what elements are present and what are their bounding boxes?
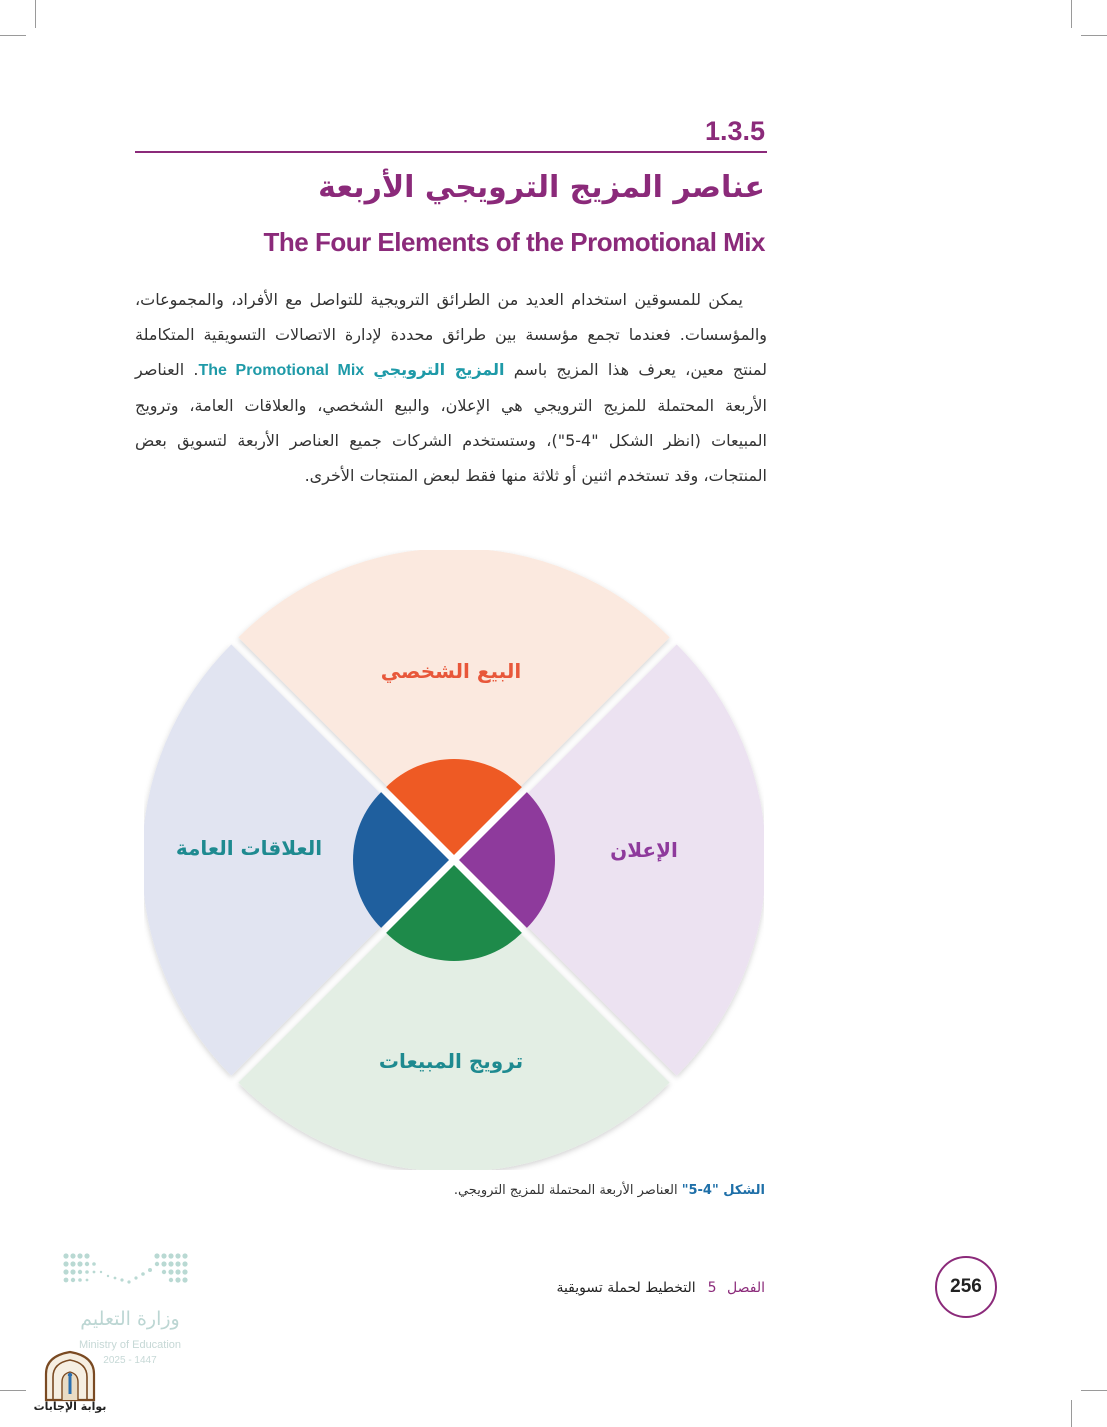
section-divider: [135, 151, 767, 153]
ministry-year: 2025 - 1447: [103, 1355, 157, 1366]
crop-mark-bottom-right-v: [1071, 1400, 1072, 1427]
body-paragraph: [135, 282, 767, 493]
crop-mark-top-left-v: [35, 0, 36, 28]
section-number: 1.3.5: [704, 116, 765, 146]
footer-chapter: [556, 1280, 765, 1296]
label-personal-selling: البيع الشخصي: [380, 659, 522, 683]
ministry-dots-logo-icon: [60, 1248, 205, 1308]
section-title-arabic: عناصر المزيج الترويجي الأربعة: [318, 170, 765, 205]
crop-mark-bottom-left-h: [0, 1390, 26, 1391]
crop-mark-bottom-right-h: [1081, 1390, 1107, 1391]
chapter-title: التخطيط لحملة تسويقية: [556, 1280, 696, 1296]
crop-mark-top-right-h: [1081, 35, 1107, 36]
paragraph-text-part1: يمكن للمسوقين استخدام العديد من الطرائق الترويجية للتواصل مع الأفراد، والمجموعات، والمؤسسات. فعندما تجمع مؤسسة بين طرائق محددة لإدارة الاتصالات التسويقية المتكاملة لمنتج معين، يعرف هذا المزيج باسم: [135, 290, 768, 379]
watermark-dome-icon: [32, 1350, 108, 1402]
ministry-name-arabic: وزارة التعليم: [80, 1308, 180, 1330]
chapter-number: 5: [707, 1280, 717, 1296]
figure-caption-text: العناصر الأربعة المحتملة للمزيج الترويجي.: [453, 1183, 682, 1198]
paragraph-text-part2: . العناصر الأربعة المحتملة للمزيج الترويجي هي الإعلان، والبيع الشخصي، والعلاقات العامة، وترويج المبيعات (انظر الشكل "4-5")، وستستخدم الشركات جميع العناصر الأربعة لتسويق بعض المنتجات، وقد تستخدم اثنين أو ثلاثة منها فقط لبعض المنتجات الأخرى.: [135, 360, 768, 485]
chapter-label: الفصل: [727, 1280, 765, 1296]
term-promotional-mix-english: The Promotional Mix: [198, 362, 365, 379]
figure-caption: [454, 1183, 765, 1198]
label-advertising: الإعلان: [610, 838, 678, 862]
section-title-english: The Four Elements of the Promotional Mix: [263, 227, 765, 257]
term-promotional-mix-arabic: المزيج الترويجي: [373, 360, 505, 379]
label-public-relations: العلاقات العامة: [175, 836, 323, 860]
figure-caption-label: الشكل "4-5": [681, 1183, 765, 1198]
crop-mark-top-left-h: [0, 35, 26, 36]
promotional-mix-diagram: [144, 550, 764, 1170]
center-segments: [353, 759, 555, 961]
page-number: 256: [935, 1256, 997, 1318]
ministry-name-english: Ministry of Education: [78, 1339, 182, 1351]
label-sales-promotion: ترويج المبيعات: [378, 1049, 524, 1073]
crop-mark-top-right-v: [1071, 0, 1072, 28]
watermark-text: بوابة الإجابات: [33, 1400, 107, 1413]
